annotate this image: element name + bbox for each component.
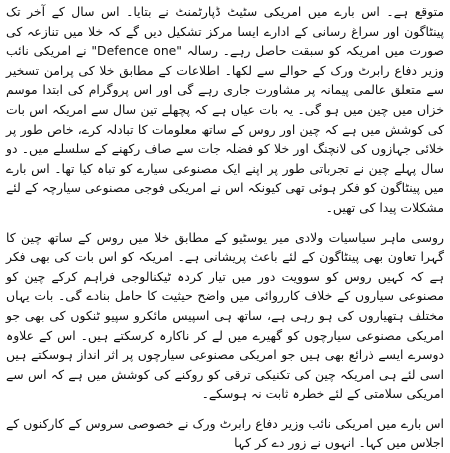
article-paragraph: روسی ماہر سیاسیات ولادی میر یوسٹیو کے مطابق خلا میں روس کے ساتھ چین کا گہرا تعاون بھی پینٹاگون کے لئے باعث پریشانی ہے۔ امریکہ کو اس بات کی بھی فکر ہے کہ کہیں روس کو سوویت دور میں تیار کردہ ٹیکنالوجی فراہم کرکے چین کو مصنوعی سیاروں کے خلاف کارروائی میں واضح حیثیت کا حامل بنادے گی۔ بات یہاں مختلف ہتھیاروں کی ہو رہی ہے، ساتھ ہی اسپیس مائکرو سپیو ٹنکوں کی بھی جو امریکی مصنوعی سیارچوں کو گھیرے میں لے کر ناکارہ کرسکتے ہیں۔ اس کے علاوہ دوسرے ایسے ذرائع بھی ہیں جو امریکی مصنوعی سیارچوں پر اثر انداز ہوسکتے ہیں اسی لئے ہی امریکہ چین کی تکنیکی ترقی کو روکنے کی کوشش میں ہے کہ اس سے امریکی سلامتی کے لئے خطرہ ثابت نہ ہوسکے۔ <box>6 229 444 402</box>
article-paragraph: متوقع ہے۔ اس بارے میں امریکی سٹیٹ ڈپارٹمنٹ نے بتایا۔ اس سال کے آخر تک پینٹاگون اور سراغ رسانی کے ادارے ایسا مرکز تشکیل دیں گے کہ خلا میں تنازعہ کی صورت میں امریکہ کو سبقت حاصل رہے۔ رسالہ "Defence one" نے امریکی نائب وزیر دفاع رابرٹ ورک کے حوالے سے لکھا۔ اطلاعات کے مطابق خلا کی پرامن تسخیر سے متعلق عالمی پیمانہ پر مشاورت جاری رہے گی اور اس پروگرام کی ابتدا موسم خزاں میں چین میں ہو گی۔ یہ بات عیاں ہے کہ پچھلے تین سال سے امریکہ اس بات کی کوشش میں ہے کہ چین اور روس کے ساتھ معلومات کا تبادلہ کرے، خاص طور پر خلائی جہازوں کی لانچنگ اور خلا کو فضلہ جات سے صاف رکھنے کے سلسلے میں۔ دو سال پہلے چین نے تجرباتی طور پر اپنے ایک مصنوعی سیارے کو تباہ کیا تھا۔ اس بارے میں پینٹاگون کو فکر ہوئی تھی کیونکہ اس نے امریکی فوجی مصنوعی سیارچہ کے لئے مشکلات پیدا کی تھیں۔ <box>6 4 444 215</box>
article-paragraph: اس بارے میں امریکی نائب وزیر دفاع رابرٹ ورک نے خصوصی سروس کے کارکنوں کے اجلاس میں کہا۔ انہوں نے زور دے کر کہا <box>6 415 444 451</box>
